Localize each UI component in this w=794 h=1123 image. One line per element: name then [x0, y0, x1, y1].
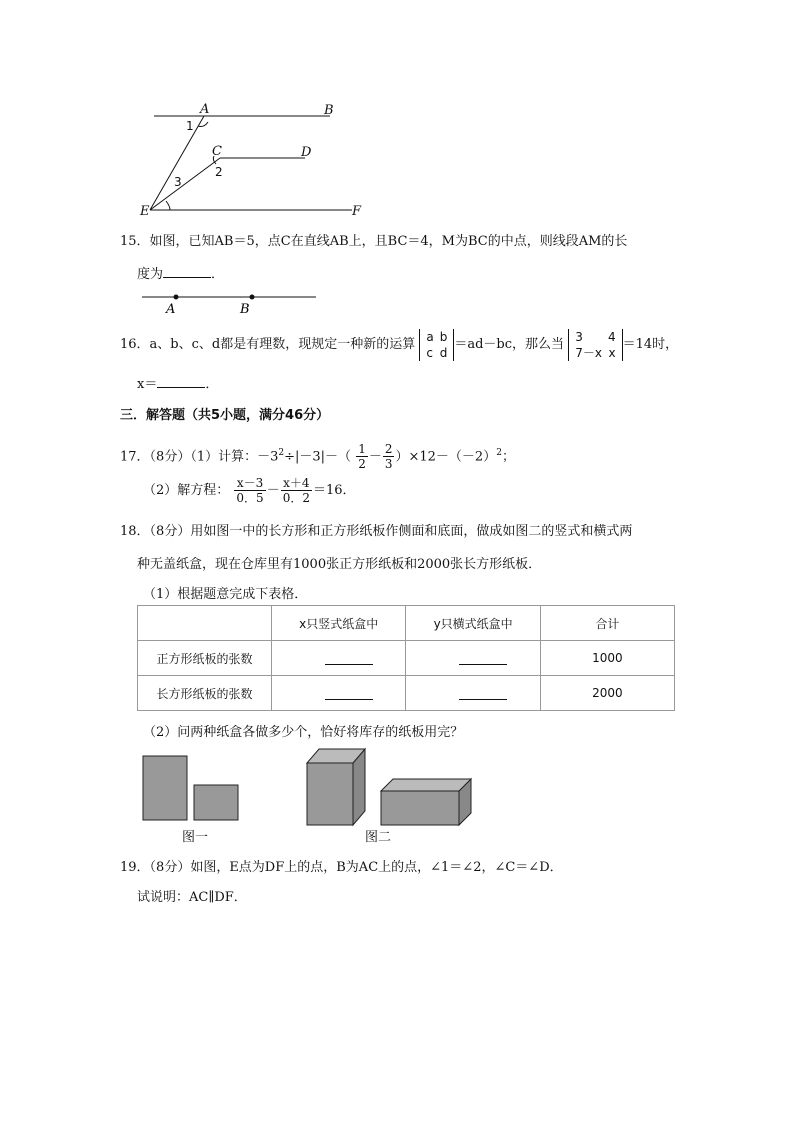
label-d: D: [301, 145, 312, 160]
q16-number: 16．: [120, 337, 150, 352]
label-a: A: [200, 102, 210, 117]
label-c: C: [212, 144, 222, 159]
q17-number: 17．: [120, 449, 150, 465]
segment-figure: [140, 288, 320, 318]
table-row: [138, 676, 675, 711]
board-figure: [140, 753, 244, 823]
rectangle-board: [143, 756, 187, 820]
q19-line2: 试说明：AC∥DF．: [137, 890, 247, 905]
q18-table: [137, 605, 675, 711]
label-b: B: [240, 302, 250, 317]
q18-text1: （8分）用如图一中的长方形和正方形纸板作侧面和底面，做成如图二的竖式和横式两: [149, 524, 633, 539]
row-total-square: 1000: [540, 641, 674, 676]
q18-number: 18．: [120, 524, 150, 539]
square-board: [194, 785, 238, 820]
q15-line2: [137, 263, 224, 282]
q16-x-label: x＝: [137, 377, 158, 392]
label-angle-3: 3: [174, 175, 182, 189]
q17-exponent: 2: [278, 448, 285, 458]
box-figure: [303, 745, 473, 827]
q18-line1: [120, 520, 632, 539]
q19-line1: [120, 856, 563, 875]
q17-part1-post: ）×12－（－2）: [395, 449, 497, 465]
figure-1-caption: 图一: [182, 830, 209, 845]
q17-minus: －: [368, 449, 382, 465]
row-total-rectangle: 2000: [540, 676, 674, 711]
point-a: [174, 295, 179, 300]
q17-part1-mid: ÷|－3|－（: [284, 449, 352, 465]
label-b: B: [324, 103, 334, 118]
q17-semicolon: ；: [501, 449, 515, 465]
q16-line1: [120, 328, 678, 362]
line-ec: [150, 158, 220, 210]
q15-end: ．: [211, 267, 225, 282]
figure-2-caption: 图二: [365, 830, 392, 845]
q15-line1: [120, 230, 627, 249]
table-cell-blank: [406, 641, 540, 676]
row-label-square: 正方形纸板的张数: [138, 641, 272, 676]
q18-sub1: （1）根据题意完成下表格．: [143, 587, 308, 602]
q17-part2-post: ＝16．: [313, 483, 356, 498]
section-heading: 三．解答题（共5小题，满分46分）: [120, 408, 330, 423]
label-angle-1: 1: [186, 119, 194, 133]
angle-figure: [130, 98, 380, 220]
fraction-one-half: $\frac{1}{2}$: [358, 442, 366, 472]
q17-part1: [120, 436, 515, 474]
q17-exponent-2: 2: [496, 448, 502, 458]
table-header-horizontal: y只横式纸盒中: [406, 606, 540, 641]
table-cell-blank: [271, 641, 405, 676]
q15-text2: 度为: [137, 267, 164, 282]
q16-line2: [137, 373, 218, 392]
line-ae: [150, 116, 204, 210]
q17-part2-pre: （2）解方程：: [143, 483, 230, 498]
q16-answer-blank: [157, 375, 205, 388]
label-a: A: [166, 302, 176, 317]
fraction-x-plus-4: $\frac{x+4}{0.2}$: [282, 476, 310, 505]
q18-line2: 种无盖纸盒，现在仓库里有1000张正方形纸板和2000张长方形纸板．: [137, 557, 542, 572]
label-f: F: [352, 204, 362, 219]
q16-mid: ＝ad－bc，那么当: [454, 337, 565, 352]
point-b: [250, 295, 255, 300]
q15-number: 15．: [120, 234, 150, 249]
fraction-x-minus-3: $\frac{x-3}{0.5}$: [236, 476, 264, 505]
q17-minus-2: －: [266, 483, 280, 498]
determinant-definition: a b c d: [419, 329, 454, 361]
determinant-equation: 3 4 7－x x: [568, 329, 622, 361]
horizontal-box-top: [381, 779, 471, 791]
row-label-rectangle: 长方形纸板的张数: [138, 676, 272, 711]
table-header-empty: [138, 606, 272, 641]
table-header-row: [138, 606, 675, 641]
horizontal-box-front: [381, 791, 459, 825]
table-cell-blank: [406, 676, 540, 711]
q18-sub2: （2）问两种纸盒各做多少个，恰好将库存的纸板用完？: [143, 725, 464, 740]
q15-answer-blank: [163, 265, 211, 278]
q16-pre: a、b、c、d都是有理数，现规定一种新的运算: [149, 337, 416, 352]
angle-3-arc: [166, 201, 170, 210]
q17-part2: [143, 474, 356, 508]
vertical-box-front: [307, 763, 353, 825]
q15-text: 如图，已知AB＝5，点C在直线AB上，且BC＝4，M为BC的中点，则线段AM的长: [149, 234, 628, 249]
label-angle-2: 2: [215, 165, 223, 179]
label-e: E: [140, 204, 150, 219]
q19-number: 19．: [120, 860, 150, 875]
table-header-total: 合计: [540, 606, 674, 641]
fraction-two-thirds: $\frac{2}{3}$: [384, 442, 393, 472]
table-header-vertical: x只竖式纸盒中: [271, 606, 405, 641]
q16-end: ．: [205, 377, 219, 392]
table-row: [138, 641, 675, 676]
q17-part1-pre: （8分）（1）计算：－3: [149, 449, 279, 465]
q16-post: ＝14时，: [622, 337, 679, 352]
table-cell-blank: [271, 676, 405, 711]
q19-text1: （8分）如图，E点为DF上的点，B为AC上的点，∠1＝∠2，∠C＝∠D．: [149, 860, 563, 875]
